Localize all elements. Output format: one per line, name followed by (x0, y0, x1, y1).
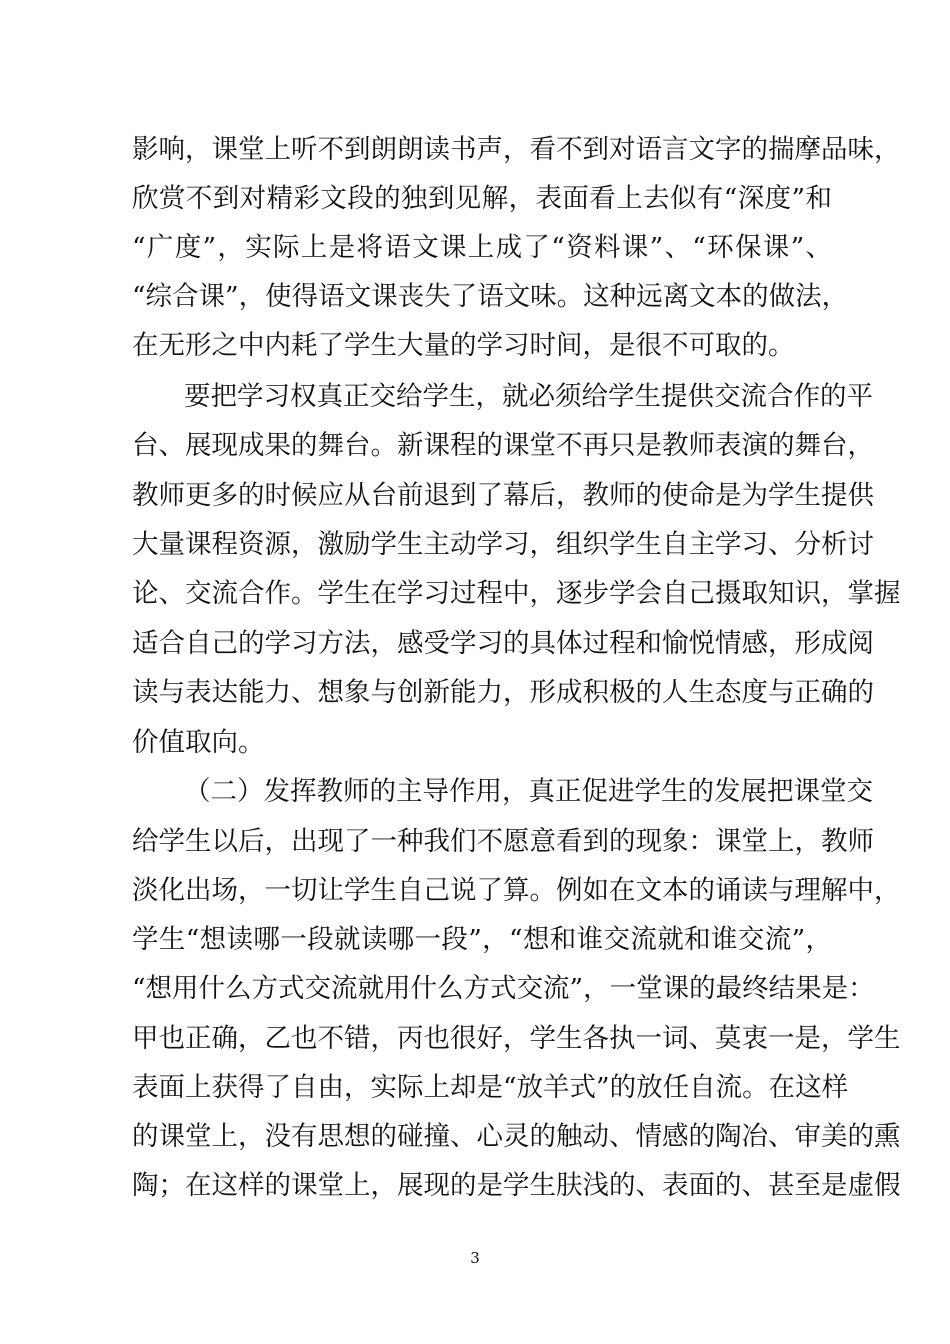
paragraph-3-line-7: 表面上获得了自由，实际上却是“放羊式”的放任自流。在这样 (132, 1072, 849, 1103)
paragraph-3-line-2: 给学生以后，出现了一种我们不愿意看到的现象：课堂上，教师 (132, 826, 874, 857)
paragraph-2-line-5: 论、交流合作。学生在学习过程中，逐步学会自己摄取知识，掌握 (132, 578, 901, 609)
paragraph-2-line-2: 台、展现成果的舞台。新课程的课堂不再只是教师表演的舞台， (132, 430, 874, 461)
paragraph-3-line-3: 淡化出场，一切让学生自己说了算。例如在文本的诵读与理解中， (132, 875, 901, 906)
paragraph-3-line-4: 学生“想读哪一段就读哪一段”，“想和谁交流就和谁交流”， (132, 924, 832, 955)
paragraph-1-line-3: “广度”，实际上是将语文课上成了“资料课”、“环保课”、 (132, 232, 832, 263)
paragraph-2-line-1: 要把学习权真正交给学生，就必须给学生提供交流合作的平 (184, 381, 873, 412)
paragraph-3-line-8: 的课堂上，没有思想的碰撞、心灵的触动、情感的陶冶、审美的熏 (132, 1121, 901, 1152)
paragraph-3-line-9: 陶；在这样的课堂上，展现的是学生肤浅的、表面的、甚至是虚假 (132, 1170, 901, 1201)
paragraph-3-line-6: 甲也正确，乙也不错，丙也很好，学生各执一词、莫衷一是，学生 (132, 1023, 901, 1054)
paragraph-2-line-3: 教师更多的时候应从台前退到了幕后，教师的使命是为学生提供 (132, 480, 874, 511)
paragraph-3-line-5: “想用什么方式交流就用什么方式交流”，一堂课的最终结果是： (132, 973, 875, 1004)
paragraph-1-line-5: 在无形之中内耗了学生大量的学习时间，是很不可取的。 (132, 330, 795, 361)
paragraph-1-line-2: 欣赏不到对精彩文段的独到见解，表面看上去似有“深度”和 (132, 183, 832, 214)
paragraph-2-line-8: 价值取向。 (132, 727, 265, 758)
page-number: 3 (470, 1249, 480, 1267)
paragraph-1-line-4: “综合课”，使得语文课丧失了语文味。这种远离文本的做法， (132, 281, 849, 312)
paragraph-2-line-4: 大量课程资源，激励学生主动学习，组织学生自主学习、分析讨 (132, 529, 874, 560)
paragraph-3-line-1: （二）发挥教师的主导作用，真正促进学生的发展把课堂交 (184, 776, 873, 807)
paragraph-1-line-1: 影响，课堂上听不到朗朗读书声，看不到对语言文字的揣摩品味， (132, 134, 901, 165)
paragraph-2-line-7: 读与表达能力、想象与创新能力，形成积极的人生态度与正确的 (132, 677, 874, 708)
paragraph-2-line-6: 适合自己的学习方法，感受学习的具体过程和愉悦情感，形成阅 (132, 628, 874, 659)
